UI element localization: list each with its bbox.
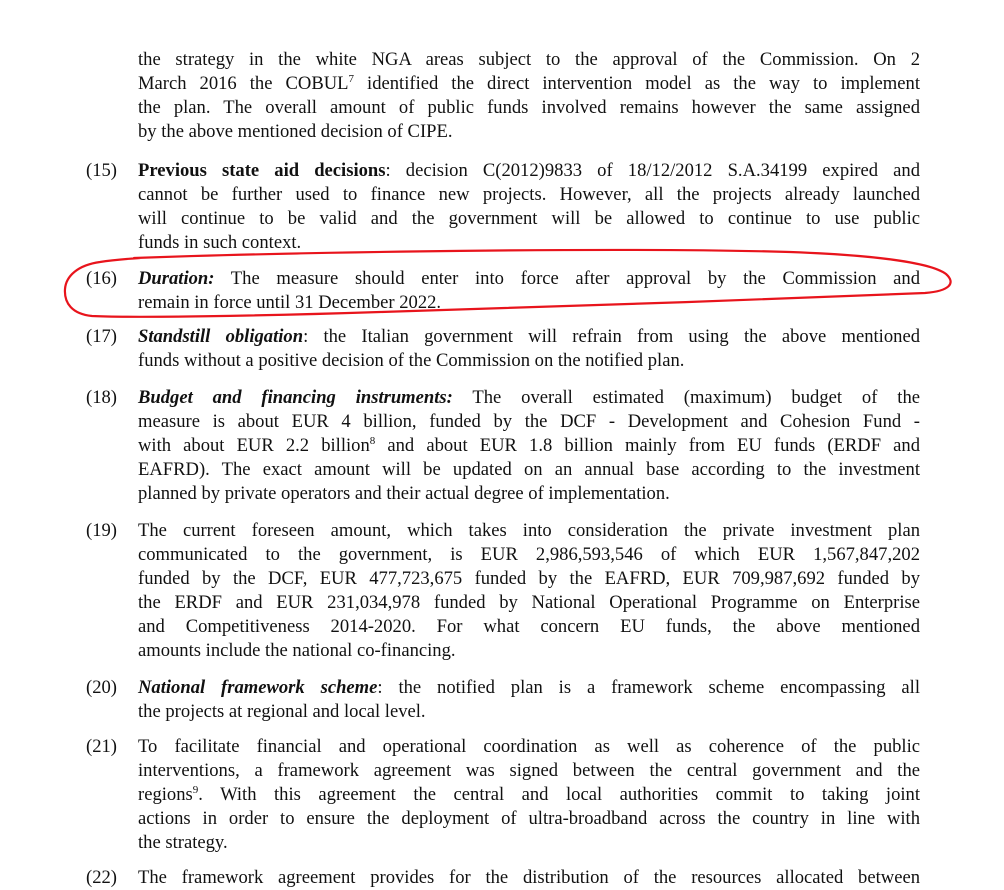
paragraph-heading: Previous state aid decisions	[138, 160, 386, 181]
text-line	[138, 783, 920, 807]
footnote-ref-8[interactable]: 8	[369, 435, 376, 447]
paragraph-number: (19)	[86, 520, 117, 541]
text-span: March 2016 the COBUL	[138, 73, 349, 94]
text-span: : the notified plan is a framework scheme encompassing all	[377, 677, 920, 698]
text-line: the projects at regional and local level.	[138, 701, 426, 722]
text-span: identified the direct intervention model as the way to implement	[354, 73, 920, 94]
text-line	[138, 159, 920, 183]
text-line: actions in order to ensure the deployment of ultra-broadband across the country in line with	[138, 808, 920, 829]
text-line: measure is about EUR 4 billion, funded by the DCF - Development and Cohesion Fund -	[138, 411, 920, 432]
text-line: funded by the DCF, EUR 477,723,675 funded by the EAFRD, EUR 709,987,692 funded by	[138, 568, 920, 589]
paragraph-number: (17)	[86, 326, 117, 347]
text-line	[138, 267, 920, 291]
paragraph-heading: Budget and financing instruments:	[138, 387, 453, 408]
text-line: the plan. The overall amount of public funds involved remains however the same assigned	[138, 97, 920, 118]
text-line	[138, 325, 920, 349]
text-line	[138, 386, 920, 410]
paragraph-number: (15)	[86, 160, 117, 181]
text-span: : decision C(2012)9833 of 18/12/2012 S.A.34199 expired and	[385, 160, 920, 181]
paragraph-heading: Standstill obligation	[138, 326, 304, 347]
paragraph-number: (20)	[86, 677, 117, 698]
text-line: amounts include the national co-financing.	[138, 640, 456, 661]
text-line: will continue to be valid and the government will be allowed to continue to use public	[138, 208, 920, 229]
paragraph-heading: Duration:	[138, 268, 215, 289]
paragraph-number: (21)	[86, 736, 117, 757]
text-span: with about EUR 2.2 billion	[138, 435, 370, 456]
text-line	[138, 434, 920, 458]
text-line: To facilitate financial and operational coordination as well as coherence of the public	[138, 736, 920, 757]
text-line: interventions, a framework agreement was signed between the central government and the	[138, 760, 920, 781]
text-line: The current foreseen amount, which takes into consideration the private investment plan	[138, 520, 920, 541]
text-line: EAFRD). The exact amount will be updated on an annual base according to the investment	[138, 459, 920, 480]
text-span: : the Italian government will refrain from using the above mentioned	[303, 326, 920, 347]
text-line	[138, 72, 920, 96]
text-span: and about EUR 1.8 billion mainly from EU funds (ERDF and	[375, 435, 920, 456]
text-span: The overall estimated (maximum) budget of the	[452, 387, 920, 408]
text-line	[138, 676, 920, 700]
text-line: by the above mentioned decision of CIPE.	[138, 121, 453, 142]
text-line: the ERDF and EUR 231,034,978 funded by National Operational Programme on Enterprise	[138, 592, 920, 613]
footnote-ref-9[interactable]: 9	[192, 784, 199, 796]
text-line: the strategy in the white NGA areas subject to the approval of the Commission. On 2	[138, 49, 920, 70]
text-span: The measure should enter into force after approval by the Commission and	[214, 268, 920, 289]
text-line: funds without a positive decision of the Commission on the notified plan.	[138, 350, 685, 371]
text-span: regions	[138, 784, 193, 805]
text-line: the strategy.	[138, 832, 228, 853]
text-line: cannot be further used to finance new projects. However, all the projects already launched	[138, 184, 920, 205]
paragraph-number: (22)	[86, 867, 117, 888]
paragraph-number: (16)	[86, 268, 117, 289]
footnote-ref-7[interactable]: 7	[348, 73, 355, 85]
paragraph-heading: National framework scheme	[138, 677, 378, 698]
text-line: and Competitiveness 2014-2020. For what concern EU funds, the above mentioned	[138, 616, 920, 637]
paragraph-number: (18)	[86, 387, 117, 408]
text-line: communicated to the government, is EUR 2,986,593,546 of which EUR 1,567,847,202	[138, 544, 920, 565]
text-line: funds in such context.	[138, 232, 302, 253]
text-line: planned by private operators and their actual degree of implementation.	[138, 483, 670, 504]
text-span: . With this agreement the central and local authorities commit to taking joint	[198, 784, 920, 805]
text-line: The framework agreement provides for the distribution of the resources allocated between	[138, 867, 920, 888]
text-line: remain in force until 31 December 2022.	[138, 292, 442, 313]
